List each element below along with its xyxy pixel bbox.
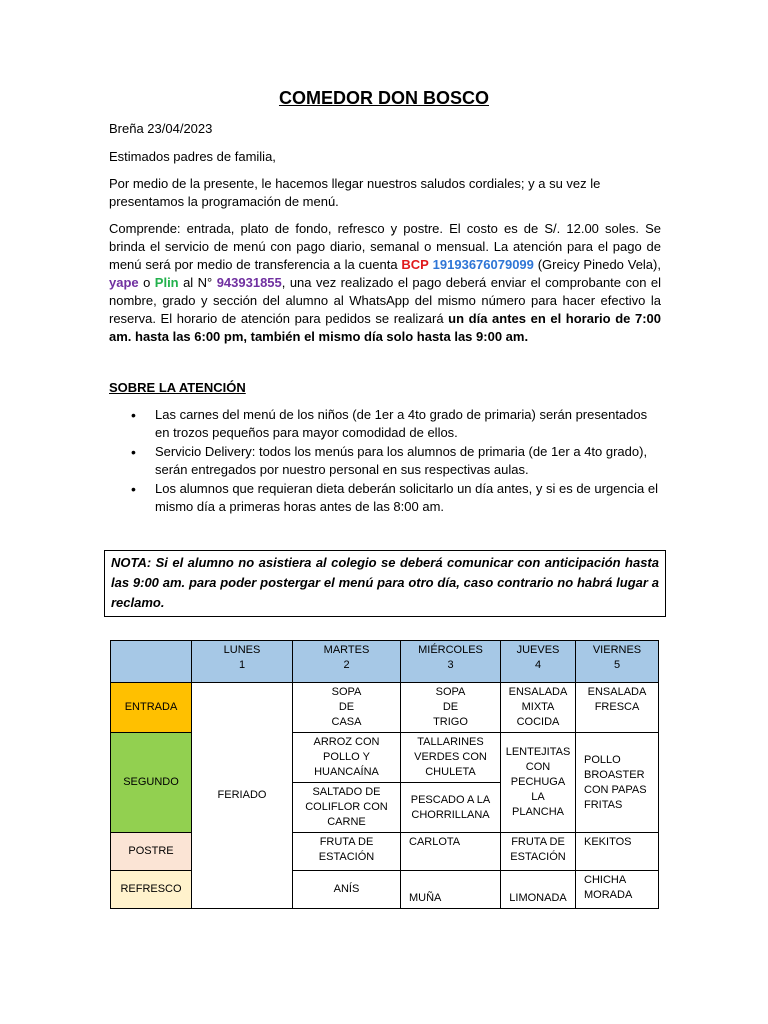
details-paragraph bbox=[109, 220, 661, 346]
martes-refresco: ANÍS bbox=[293, 871, 401, 909]
miercoles-postre: CARLOTA bbox=[401, 833, 501, 871]
header-miercoles: MIÉRCOLES 3 bbox=[401, 641, 501, 683]
intro-paragraph: Por medio de la presente, le hacemos llegar nuestros saludos cordiales; y a su vez le presentamos la programación de menú. bbox=[109, 176, 601, 209]
bank-name: BCP bbox=[401, 257, 429, 272]
row-label-segundo: SEGUNDO bbox=[111, 733, 192, 833]
row-label-postre: POSTRE bbox=[111, 833, 192, 871]
miercoles-segundo-2: PESCADO A LA CHORRILLANA bbox=[401, 783, 501, 833]
account-holder: (Greicy Pinedo Vela), bbox=[533, 257, 661, 272]
table-header-row bbox=[111, 641, 659, 683]
yape-label: yape bbox=[109, 275, 139, 290]
martes-postre: FRUTA DE ESTACIÓN bbox=[293, 833, 401, 871]
list-item: • Los alumnos que requieran dieta deberán solicitarlo un día antes, y si es de urgencia el mismo día a primeras horas antes de las 8:00 am. bbox=[109, 480, 661, 516]
phone-prefix: al N° bbox=[178, 275, 217, 290]
jueves-segundo: LENTEJITAS CON PECHUGA LA PLANCHA bbox=[501, 733, 576, 833]
header-viernes: VIERNES 5 bbox=[576, 641, 659, 683]
miercoles-segundo-1: TALLARINES VERDES CON CHULETA bbox=[401, 733, 501, 783]
or-text: o bbox=[138, 275, 155, 290]
jueves-refresco: LIMONADA bbox=[501, 871, 576, 909]
miercoles-refresco: MUÑA bbox=[401, 871, 501, 909]
nota-box: NOTA: Si el alumno no asistiera al colegio se deberá comunicar con anticipación hasta las 9:00 am. para poder postergar el menú para otro día, caso contrario no habrá lugar a reclamo. bbox=[104, 550, 666, 617]
header-jueves: JUEVES 4 bbox=[501, 641, 576, 683]
list-item: • Las carnes del menú de los niños (de 1er a 4to grado de primaria) serán presentados en trozos pequeños para mayor comodidad de ellos. bbox=[109, 406, 661, 442]
table-row bbox=[111, 683, 659, 733]
row-label-entrada: ENTRADA bbox=[111, 683, 192, 733]
martes-segundo-2: SALTADO DE COLIFLOR CON CARNE bbox=[293, 783, 401, 833]
details-text-2: , una vez realizado el pago deberá enviar el comprobante con el nombre, grado y sección del alumno al WhatsApp del mismo número para hacer efectivo la reserva. El horario de atención para pedidos se realizará bbox=[109, 275, 661, 326]
martes-segundo-1: ARROZ CON POLLO Y HUANCAÍNA bbox=[293, 733, 401, 783]
jueves-postre: FRUTA DE ESTACIÓN bbox=[501, 833, 576, 871]
viernes-segundo: POLLO BROASTER CON PAPAS FRITAS bbox=[576, 733, 659, 833]
viernes-entrada: ENSALADA FRESCA bbox=[576, 683, 659, 733]
martes-entrada: SOPA DE CASA bbox=[293, 683, 401, 733]
header-martes: MARTES 2 bbox=[293, 641, 401, 683]
phone-number: 943931855 bbox=[216, 275, 282, 290]
viernes-postre: KEKITOS bbox=[576, 833, 659, 871]
row-label-refresco: REFRESCO bbox=[111, 871, 192, 909]
list-item: • Servicio Delivery: todos los menús para los alumnos de primaria (de 1er a 4to grado), serán entregados por nuestro personal en sus respectivas aulas. bbox=[109, 443, 661, 479]
header-empty bbox=[111, 641, 192, 683]
viernes-refresco: CHICHA MORADA bbox=[576, 871, 659, 909]
header-lunes: LUNES 1 bbox=[192, 641, 293, 683]
account-number: 19193676079099 bbox=[432, 257, 534, 272]
plin-label: Plin bbox=[154, 275, 179, 290]
lunes-feriado: FERIADO bbox=[192, 683, 293, 909]
attention-list bbox=[109, 406, 661, 517]
document-title: COMEDOR DON BOSCO bbox=[278, 88, 489, 108]
date-line: Breña 23/04/2023 bbox=[109, 121, 213, 136]
miercoles-entrada: SOPA DE TRIGO bbox=[401, 683, 501, 733]
jueves-entrada: ENSALADA MIXTA COCIDA bbox=[501, 683, 576, 733]
section-title: SOBRE LA ATENCIÓN bbox=[109, 380, 246, 395]
menu-table bbox=[110, 640, 659, 909]
greeting: Estimados padres de familia, bbox=[109, 149, 276, 164]
schedule-bold: un día antes en el horario de 7:00 am. hasta las 6:00 pm, también el mismo día solo hasta las 9:00 am. bbox=[109, 311, 661, 344]
details-text-1: Comprende: entrada, plato de fondo, refresco y postre. El costo es de S/. 12.00 soles. Se brinda el servicio de menú con pago diario, semanal o mensual. La atención para el pago de menú será por medio de transferencia a la cuenta bbox=[109, 221, 661, 272]
